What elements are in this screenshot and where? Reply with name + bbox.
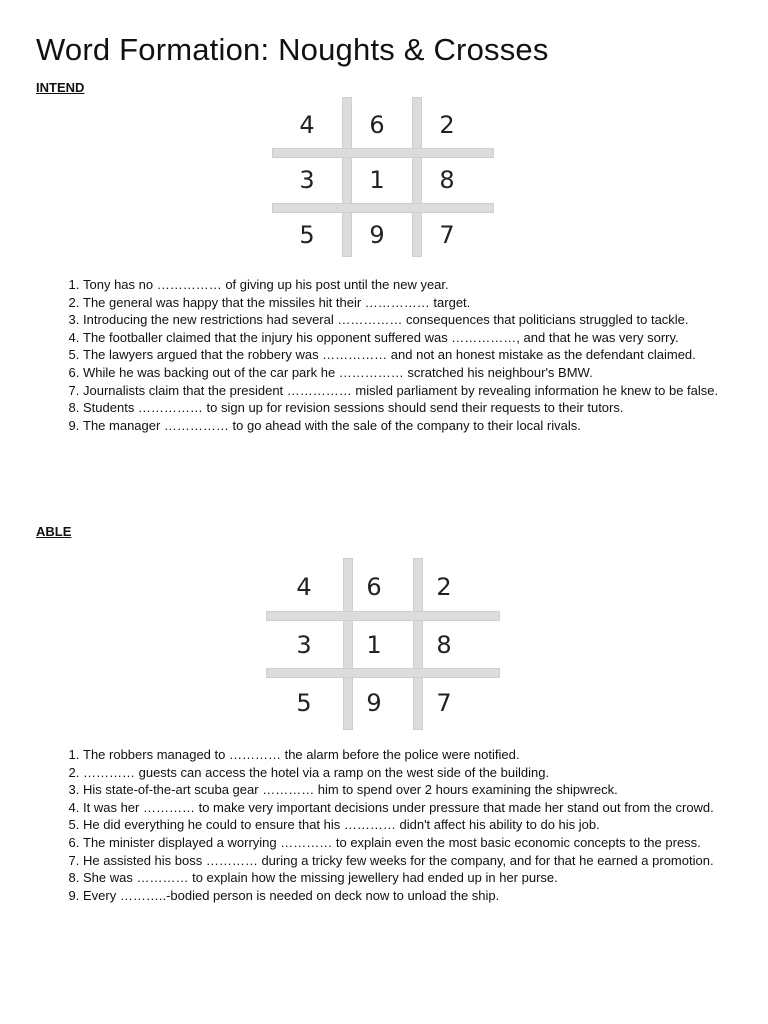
grid-cell: 3 (299, 165, 315, 194)
section-heading-able: ABLE (36, 524, 72, 539)
grid-cell: 1 (369, 165, 385, 194)
section-heading-intend: INTEND (36, 80, 85, 95)
question-item: 5. He did everything he could to ensure that his ………… didn't affect his ability to do his job. (83, 816, 768, 834)
page-title: Word Formation: Noughts & Crosses (36, 32, 549, 67)
grid-cell: 6 (366, 573, 382, 601)
question-item: 7. Journalists claim that the president …………… misled parliament by revealing information he knew to be false. (83, 382, 768, 400)
question-item: 8. Students …………… to sign up for revision sessions should send their requests to their tutors. (83, 399, 768, 417)
question-item: 2. ………… guests can access the hotel via a ramp on the west side of the building. (83, 764, 768, 782)
question-item: 4. It was her ………… to make very important decisions under pressure that made her stand out from the crowd. (83, 799, 768, 817)
grid-cell: 8 (439, 165, 455, 194)
grid-cell: 3 (296, 631, 312, 659)
grid-cell: 2 (436, 573, 452, 601)
grid-cell: 9 (366, 689, 382, 717)
question-item: 9. Every ………..-bodied person is needed on deck now to unload the ship. (83, 887, 768, 905)
question-item: 7. He assisted his boss ………… during a tricky few weeks for the company, and for that he earned a promotion. (83, 852, 768, 870)
grid-cell: 4 (296, 573, 312, 601)
question-list-able (36, 746, 768, 904)
grid-cell: 8 (436, 631, 452, 659)
question-item: 3. His state-of-the-art scuba gear ………… him to spend over 2 hours examining the shipwreck. (83, 781, 768, 799)
grid-cell: 2 (439, 110, 455, 139)
question-item: 6. While he was backing out of the car park he …………… scratched his neighbour's BMW. (83, 364, 768, 382)
grid-cell: 6 (369, 110, 385, 139)
question-item: 9. The manager …………… to go ahead with the sale of the company to their local rivals. (83, 417, 768, 435)
question-item: 4. The footballer claimed that the injury his opponent suffered was ……………, and that he was very sorry. (83, 329, 768, 347)
question-item: 1. Tony has no …………… of giving up his post until the new year. (83, 276, 768, 294)
grid-cell: 5 (296, 689, 312, 717)
question-item: 3. Introducing the new restrictions had several …………… consequences that politicians struggled to tackle. (83, 311, 768, 329)
question-item: 8. She was ………… to explain how the missing jewellery had ended up in her purse. (83, 869, 768, 887)
question-item: 5. The lawyers argued that the robbery was …………… and not an honest mistake as the defendant claimed. (83, 346, 768, 364)
grid-cell: 9 (369, 220, 385, 249)
question-item: 2. The general was happy that the missiles hit their …………… target. (83, 294, 768, 312)
question-item: 1. The robbers managed to ………… the alarm before the police were notified. (83, 746, 768, 764)
grid-cell: 7 (436, 689, 452, 717)
grid-cell: 1 (366, 631, 382, 659)
grid-cell: 7 (439, 220, 455, 249)
grid-cell: 4 (299, 110, 315, 139)
question-list-intend (36, 276, 768, 434)
grid-cell: 5 (299, 220, 315, 249)
question-item: 6. The minister displayed a worrying ………… to explain even the most basic economic concepts to the press. (83, 834, 768, 852)
